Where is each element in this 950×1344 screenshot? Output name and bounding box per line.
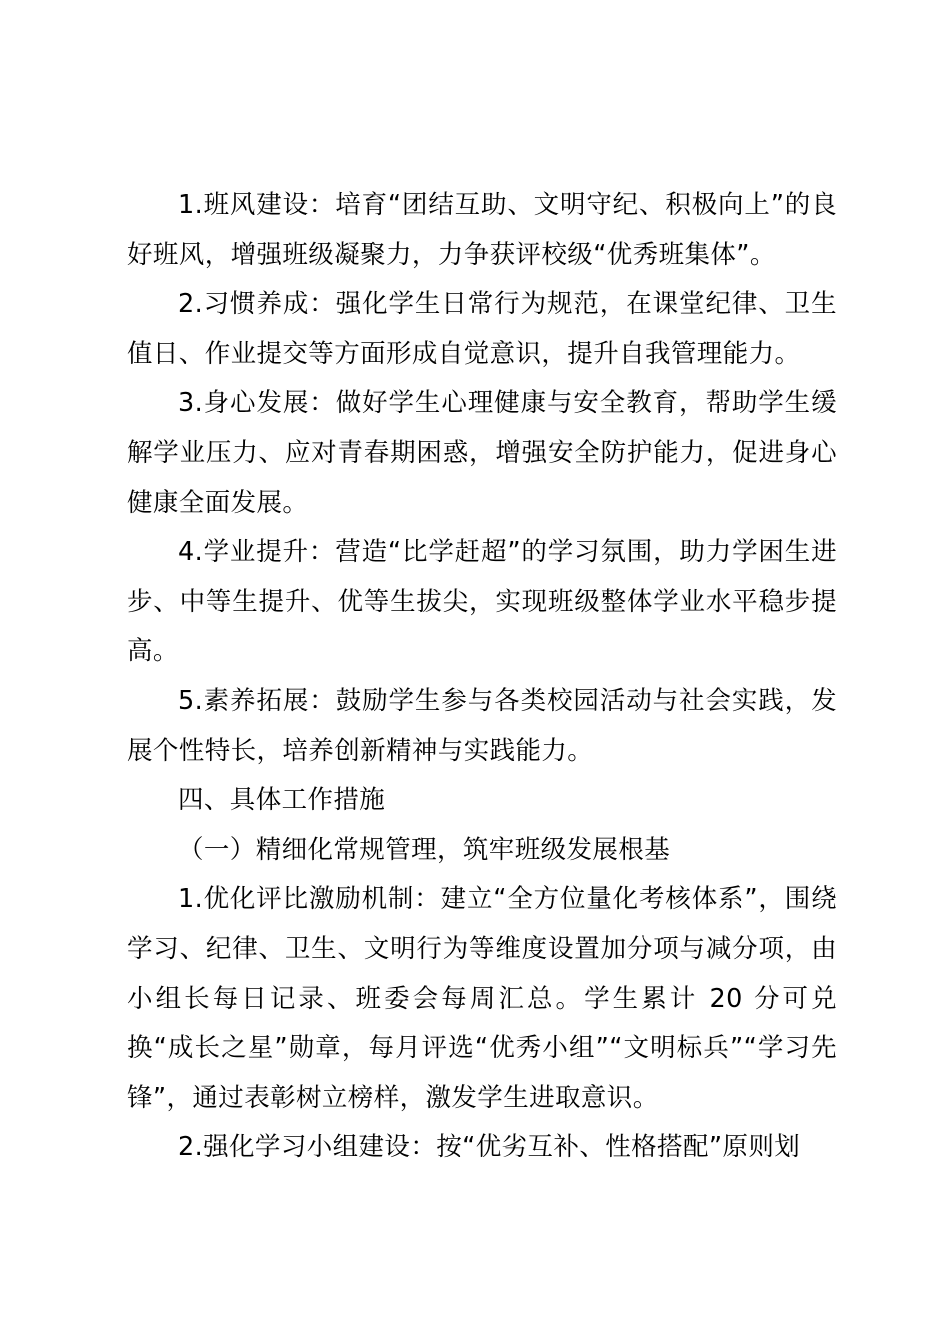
subsection-heading-routine: （一）精细化常规管理，筑牢班级发展根基 <box>178 834 671 865</box>
measure-incentive: 1.优化评比激励机制：建立“全方位量化考核体系”，围绕学习、纪律、卫生、文明行为等维度设置加分项与减分项，由小组长每日记录、班委会每周汇总。学生累计 20 分可兑换“成长之星”勋章，每月评选“优秀小组”“文明标兵”“学习先锋”，通过表彰树立榜样，激发学生进取意识。 <box>127 884 837 1113</box>
goal-academic: 4.学业提升：营造“比学赶超”的学习氛围，助力学困生进步、中等生提升、优等生拔尖，实现班级整体学业水平稳步提高。 <box>127 537 837 667</box>
goal-literacy: 5.素养拓展：鼓励学生参与各类校园活动与社会实践，发展个性特长，培养创新精神与实践能力。 <box>127 685 837 766</box>
goal-physical-mental: 3.身心发展：做好学生心理健康与安全教育，帮助学生缓解学业压力、应对青春期困惑，增强安全防护能力，促进身心健康全面发展。 <box>127 388 837 518</box>
goal-class-style: 1.班风建设：培育“团结互助、文明守纪、积极向上”的良好班风，增强班级凝聚力，力争获评校级“优秀班集体”。 <box>127 190 837 270</box>
section-heading-measures: 四、具体工作措施 <box>178 785 386 816</box>
goal-habit-formation: 2.习惯养成：强化学生日常行为规范，在课堂纪律、卫生值日、作业提交等方面形成自觉意识，提升自我管理能力。 <box>127 289 837 369</box>
document-body <box>127 181 837 1173</box>
measure-study-groups: 2.强化学习小组建设：按“优劣互补、性格搭配”原则划 <box>178 1132 801 1163</box>
